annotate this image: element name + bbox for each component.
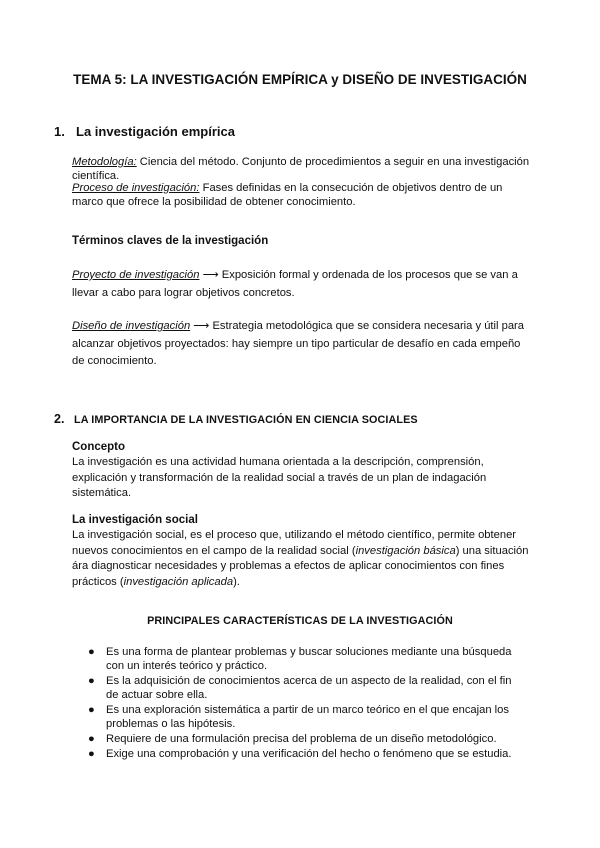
arrow-icon: ⟶ [199,269,222,281]
section-2-heading [54,410,418,428]
proyecto-paragraph [72,267,532,302]
proyecto-term: Proyecto de investigación [72,269,200,281]
proyecto-text: Exposición formal y ordenada de los procesos que se van a llevar a cabo para lograr objetivos concretos. [72,269,518,299]
bullet-icon: ● [88,646,95,658]
social-text-1: La investigación social, es el proceso que, utilizando el método científico, permite obtener nuevos conocimientos en el campo de la realidad social ( [72,529,517,557]
social-text-2: ) una situación ára diagnosticar necesidades y problemas a efectos de aplicar conocimientos con fines prácticos ( [72,544,529,588]
section-1-title: La investigación empírica [76,124,235,139]
bullet-icon: ● [88,733,95,745]
diseno-term: Diseño de investigación [72,320,191,332]
concepto-paragraph: La investigación es una actividad humana orientada a la descripción, comprensión, explicación y transformación de la realidad social a través de un plan de indagación sistemática. [72,456,487,499]
section-2-number: 2. [54,412,65,426]
caracteristicas-list [86,645,526,762]
bullet-text: Es una forma de plantear problemas y buscar soluciones mediante una búsqueda con un interés teórico y práctico. [106,646,512,672]
bullet-text: Es una exploración sistemática a partir de un marco teórico en el que encajan los problemas o las hipótesis. [106,704,509,730]
social-paragraph [72,528,534,590]
section-2-title: LA IMPORTANCIA DE LA INVESTIGACIÓN EN CIENCIA SOCIALES [74,414,418,426]
social-text-3: ). [233,575,240,588]
concepto-heading: Concepto [72,441,126,453]
caracteristicas-heading: PRINCIPALES CARACTERÍSTICAS DE LA INVESTIGACIÓN [147,615,453,627]
social-emphasis-aplicada: investigación aplicada [123,575,234,588]
list-item [86,747,526,761]
metodologia-term: Metodología: [72,156,137,168]
section-1-number: 1. [54,124,65,139]
metodologia-paragraph [72,155,532,183]
list-item [86,645,526,673]
metodologia-text: Ciencia del método. Conjunto de procedimientos a seguir en una investigación científica. [72,156,530,182]
list-item [86,674,526,702]
proceso-paragraph [72,181,532,209]
bullet-text: Exige una comprobación y una verificación del hecho o fenómeno que se estudia. [106,748,512,760]
proceso-text: Fases definidas en la consecución de objetivos dentro de un marco que ofrece la posibilidad de obtener conocimiento. [72,182,503,208]
diseno-paragraph [72,318,532,371]
bullet-text: Es la adquisición de conocimientos acerca de un aspecto de la realidad, con el fin de actuar sobre ella. [106,675,512,701]
arrow-icon: ⟶ [190,320,213,332]
section-1-heading [54,124,235,139]
page-title: TEMA 5: LA INVESTIGACIÓN EMPÍRICA y DISEÑO DE INVESTIGACIÓN [73,72,527,87]
bullet-text: Requiere de una formulación precisa del problema de un diseño metodológico. [106,733,497,745]
bullet-icon: ● [88,675,95,687]
bullet-icon: ● [88,704,95,716]
list-item [86,703,526,731]
terminos-heading: Términos claves de la investigación [72,235,269,247]
list-item [86,732,526,746]
proceso-term: Proceso de investigación: [72,182,200,194]
bullet-list [86,645,526,761]
bullet-icon: ● [88,748,95,760]
diseno-text: Estrategia metodológica que se considera necesaria y útil para alcanzar objetivos proyectados: hay siempre un tipo particular de desafío en cada empeño de conocimiento. [72,320,525,367]
social-emphasis-basica: investigación básica [355,544,456,557]
social-heading: La investigación social [72,514,198,526]
